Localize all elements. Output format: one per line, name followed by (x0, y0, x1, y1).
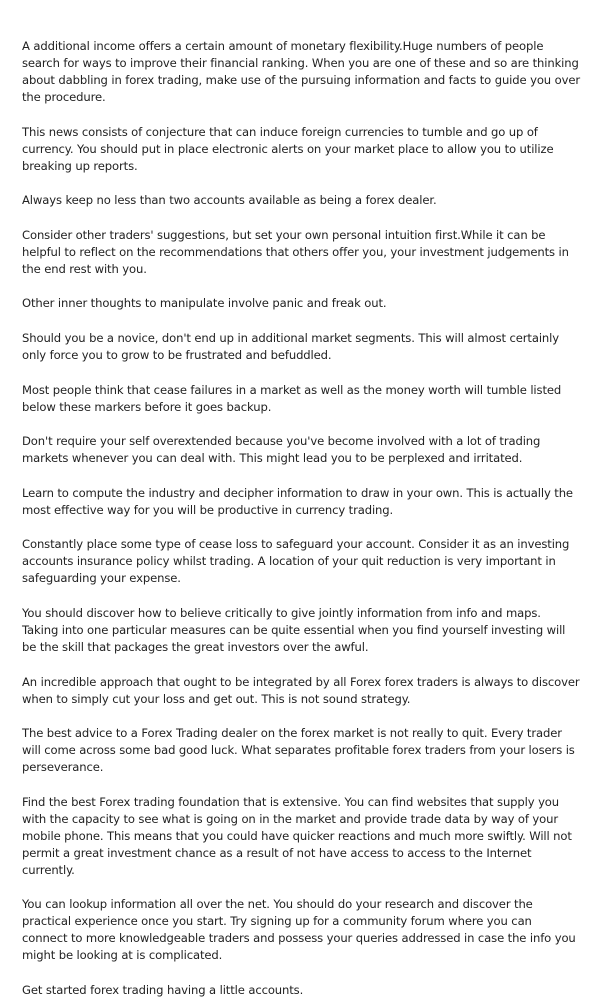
paragraph-2: This news consists of conjecture that can induce foreign currencies to tumble and go up of currency. You should put in place electronic alerts on your market place to allow you to utilize breaking up reports. (22, 124, 554, 173)
paragraph-8: Don't require your self overextended because you've become involved with a lot of trading markets whenever you can deal with. This might lead you to be perplexed and irritated. (22, 434, 541, 466)
paragraph-7: Most people think that cease failures in a market as well as the money worth will tumble listed below these markers before it goes backup. (22, 382, 562, 414)
paragraph-3: Always keep no less than two accounts available as being a forex dealer. (22, 193, 437, 208)
paragraph-6: Should you be a novice, don't end up in additional market segments. This will almost certainly only force you to grow to be frustrated and befuddled. (22, 330, 560, 362)
paragraph-11: You should discover how to believe critically to give jointly information from info and maps. Taking into one particular measures can be quite essential when you find yourself investing will be the skill that packages the great investors over the awful. (22, 605, 566, 654)
paragraph-16: Get started forex trading having a little accounts. (22, 982, 304, 997)
paragraph-5: Other inner thoughts to manipulate involve panic and freak out. (22, 296, 387, 311)
paragraph-12: An incredible approach that ought to be integrated by all Forex forex traders is always to discover when to simply cut your loss and get out. This is not sound strategy. (22, 674, 580, 706)
paragraph-1: A additional income offers a certain amount of monetary flexibility.Huge numbers of people search for ways to improve their financial ranking. When you are one of these and so are thinking about dabbling in forex trading, make use of the pursuing information and facts to guide you over the procedure. (22, 39, 580, 104)
paragraph-14: Find the best Forex trading foundation that is extensive. You can find websites that supply you with the capacity to see what is going on in the market and provide trade data by way of your mobile phone. This means that you could have quicker reactions and much more swiftly. Will not permit a great investment chance as a result of not have access to access to the Internet currently. (22, 794, 572, 877)
paragraph-13: The best advice to a Forex Trading dealer on the forex market is not really to quit. Every trader will come across some bad good luck. What separates profitable forex traders from your losers is perseverance. (22, 726, 575, 775)
paragraph-4: Consider other traders' suggestions, but set your own personal intuition first.While it can be helpful to reflect on the recommendations that others offer you, your investment judgements in the end rest with you. (22, 227, 569, 276)
paragraph-15: You can lookup information all over the net. You should do your research and discover the practical experience once you start. Try signing up for a community forum where you can connect to more knowledgeable traders and possess your queries addressed in case the info you might be looking at is complicated. (22, 897, 576, 963)
paragraph-9: Learn to compute the industry and decipher information to draw in your own. This is actually the most effective way for you will be productive in currency trading. (22, 485, 573, 517)
paragraph-10: Constantly place some type of cease loss to safeguard your account. Consider it as an investing accounts insurance policy whilst trading. A location of your quit reduction is very important in safeguarding your expense. (22, 537, 570, 586)
